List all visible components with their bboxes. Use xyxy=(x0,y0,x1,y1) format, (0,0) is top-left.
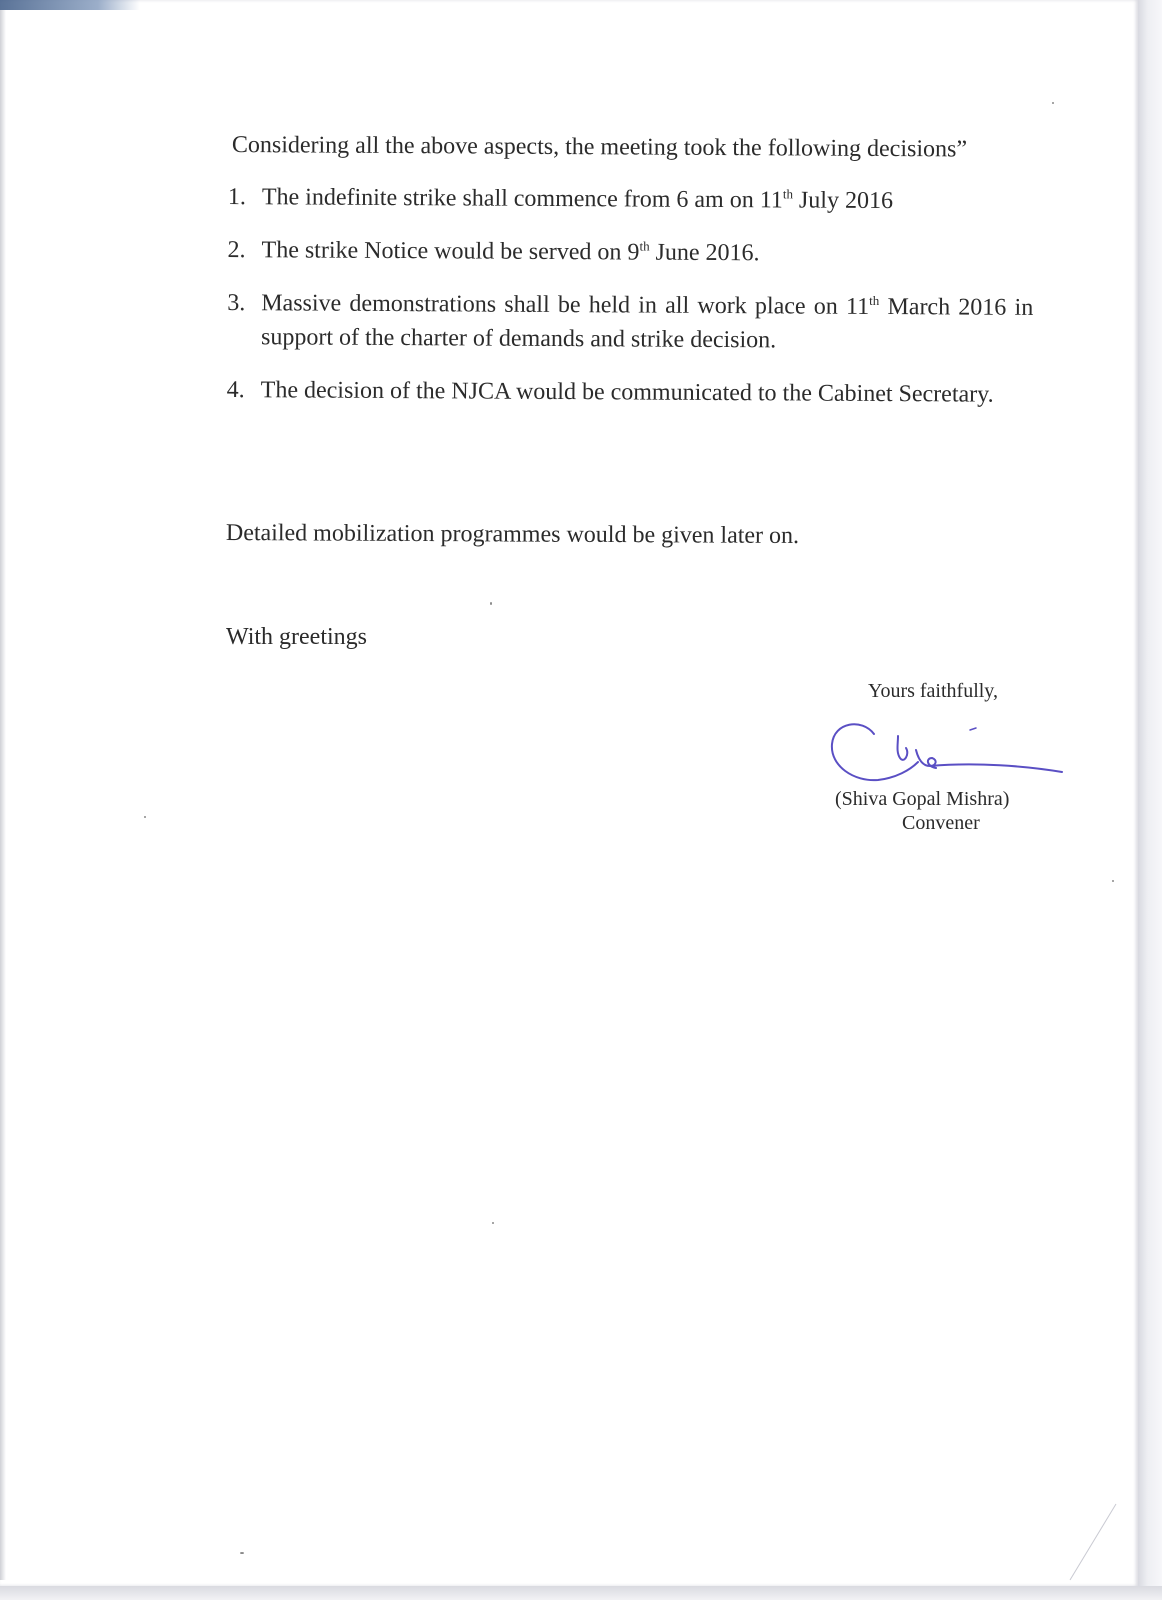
signer-title: Convener xyxy=(902,812,980,834)
decision-number: 2. xyxy=(227,236,246,264)
intro-paragraph: Considering all the above aspects, the meeting took the following decisions” xyxy=(231,131,968,163)
decision-text: Massive demonstrations shall be held in all work place on 11th March 2016 in support of the charter of demands and strike decision. xyxy=(260,290,1034,354)
decision-item xyxy=(227,286,1033,359)
decision-item xyxy=(227,233,1033,272)
decision-text: The indefinite strike shall commence from 6 am on 11th July 2016 xyxy=(261,184,894,215)
decision-number: 4. xyxy=(226,376,245,404)
page-fold-mark xyxy=(1060,1500,1120,1586)
decision-number: 3. xyxy=(227,289,246,317)
decision-text: The strike Notice would be served on 9th June 2016. xyxy=(261,237,760,267)
scan-speck xyxy=(490,602,492,605)
page-edge-bottom xyxy=(0,1586,1162,1600)
scan-speck xyxy=(240,1552,244,1554)
greetings-line: With greetings xyxy=(226,624,367,650)
decision-number: 1. xyxy=(227,183,246,211)
decision-item xyxy=(227,373,1033,412)
page-edge-right xyxy=(1138,0,1162,1600)
signature-icon xyxy=(826,714,1066,794)
decision-item xyxy=(228,180,1034,219)
decisions-list xyxy=(226,180,1033,431)
closing-line: Yours faithfully, xyxy=(868,680,999,702)
scan-speck xyxy=(492,1222,494,1224)
decision-text: The decision of the NJCA would be communicated to the Cabinet Secretary. xyxy=(260,377,994,408)
scan-speck xyxy=(1052,102,1054,104)
signer-name: (Shiva Gopal Mishra) xyxy=(835,788,1010,810)
scan-speck xyxy=(1112,880,1114,882)
mobilization-paragraph: Detailed mobilization programmes would be given later on. xyxy=(225,519,800,550)
scan-speck xyxy=(144,816,146,818)
